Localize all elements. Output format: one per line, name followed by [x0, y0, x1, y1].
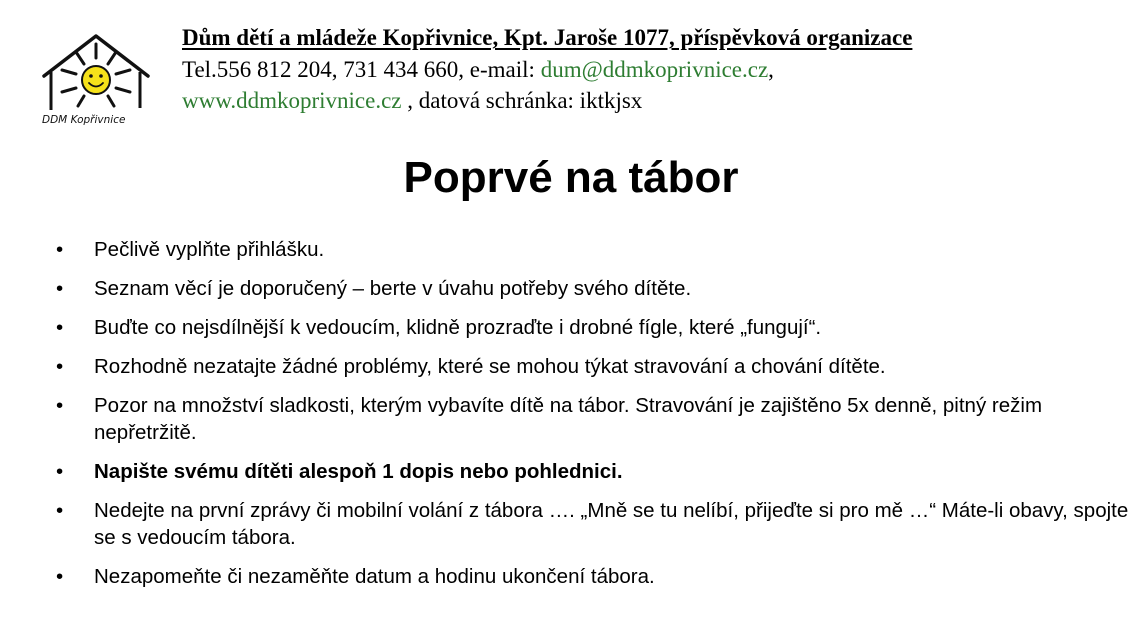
list-item-text: Nezapomeňte či nezaměňte datum a hodinu ukončení tábora. [94, 565, 655, 588]
letterhead [182, 22, 912, 117]
list-item-text: Seznam věcí je doporučený – berte v úvahu potřeby svého dítěte. [94, 277, 692, 300]
bullet-icon: • [56, 460, 64, 483]
bullet-icon: • [56, 499, 64, 522]
list-item-text: Napište svému dítěti alespoň 1 dopis nebo pohlednici. [94, 460, 623, 483]
list-item-text: Pozor na množství sladkosti, kterým vybavíte dítě na tábor. Stravování je zajištěno 5x denně, pitný režim nepřetržitě. [94, 394, 1043, 444]
email-link[interactable]: dum@ddmkoprivnice.cz [540, 56, 769, 82]
bullet-icon: • [56, 316, 64, 339]
bullet-icon: • [56, 565, 64, 588]
bullet-icon: • [56, 355, 64, 378]
web-line [182, 85, 912, 117]
list-item [56, 275, 1136, 302]
house-sun-icon [36, 30, 154, 116]
contact-line [182, 54, 912, 86]
website-link[interactable]: www.ddmkoprivnice.cz [182, 88, 402, 113]
list-item [56, 314, 1136, 341]
organization-name: Dům dětí a mládeže Kopřivnice, Kpt. Jaroše 1077, příspěvková organizace [182, 25, 913, 50]
databox-text: , datová schránka: iktkjsx [401, 88, 643, 113]
list-item [56, 497, 1136, 551]
list-item [56, 392, 1136, 446]
tips-list [56, 236, 1136, 602]
bullet-icon: • [56, 238, 64, 261]
logo-text: DDM Kopřivnice [42, 114, 126, 126]
list-item-text: Rozhodně nezatajte žádné problémy, které se mohou týkat stravování a chování dítěte. [94, 355, 886, 378]
ddm-logo [36, 30, 154, 134]
phone-text: Tel.556 812 204, 731 434 660, e-mail: [182, 56, 541, 82]
punctuation: , [768, 56, 774, 82]
list-item [56, 236, 1136, 263]
list-item-text: Pečlivě vyplňte přihlášku. [94, 238, 325, 261]
list-item-text: Buďte co nejsdílnější k vedoucím, klidně prozraďte i drobné fígle, které „fungují“. [94, 316, 822, 339]
page-title: Poprvé na tábor [403, 153, 739, 202]
list-item [56, 563, 1136, 590]
list-item-emphasized [56, 458, 1136, 485]
bullet-icon: • [56, 394, 64, 417]
bullet-icon: • [56, 277, 64, 300]
list-item-text: Nedejte na první zprávy či mobilní volání z tábora …. „Mně se tu nelíbí, přijeďte si pro mě …“ Máte-li obavy, spojte se s vedoucím tábora. [94, 499, 1129, 549]
list-item [56, 353, 1136, 380]
